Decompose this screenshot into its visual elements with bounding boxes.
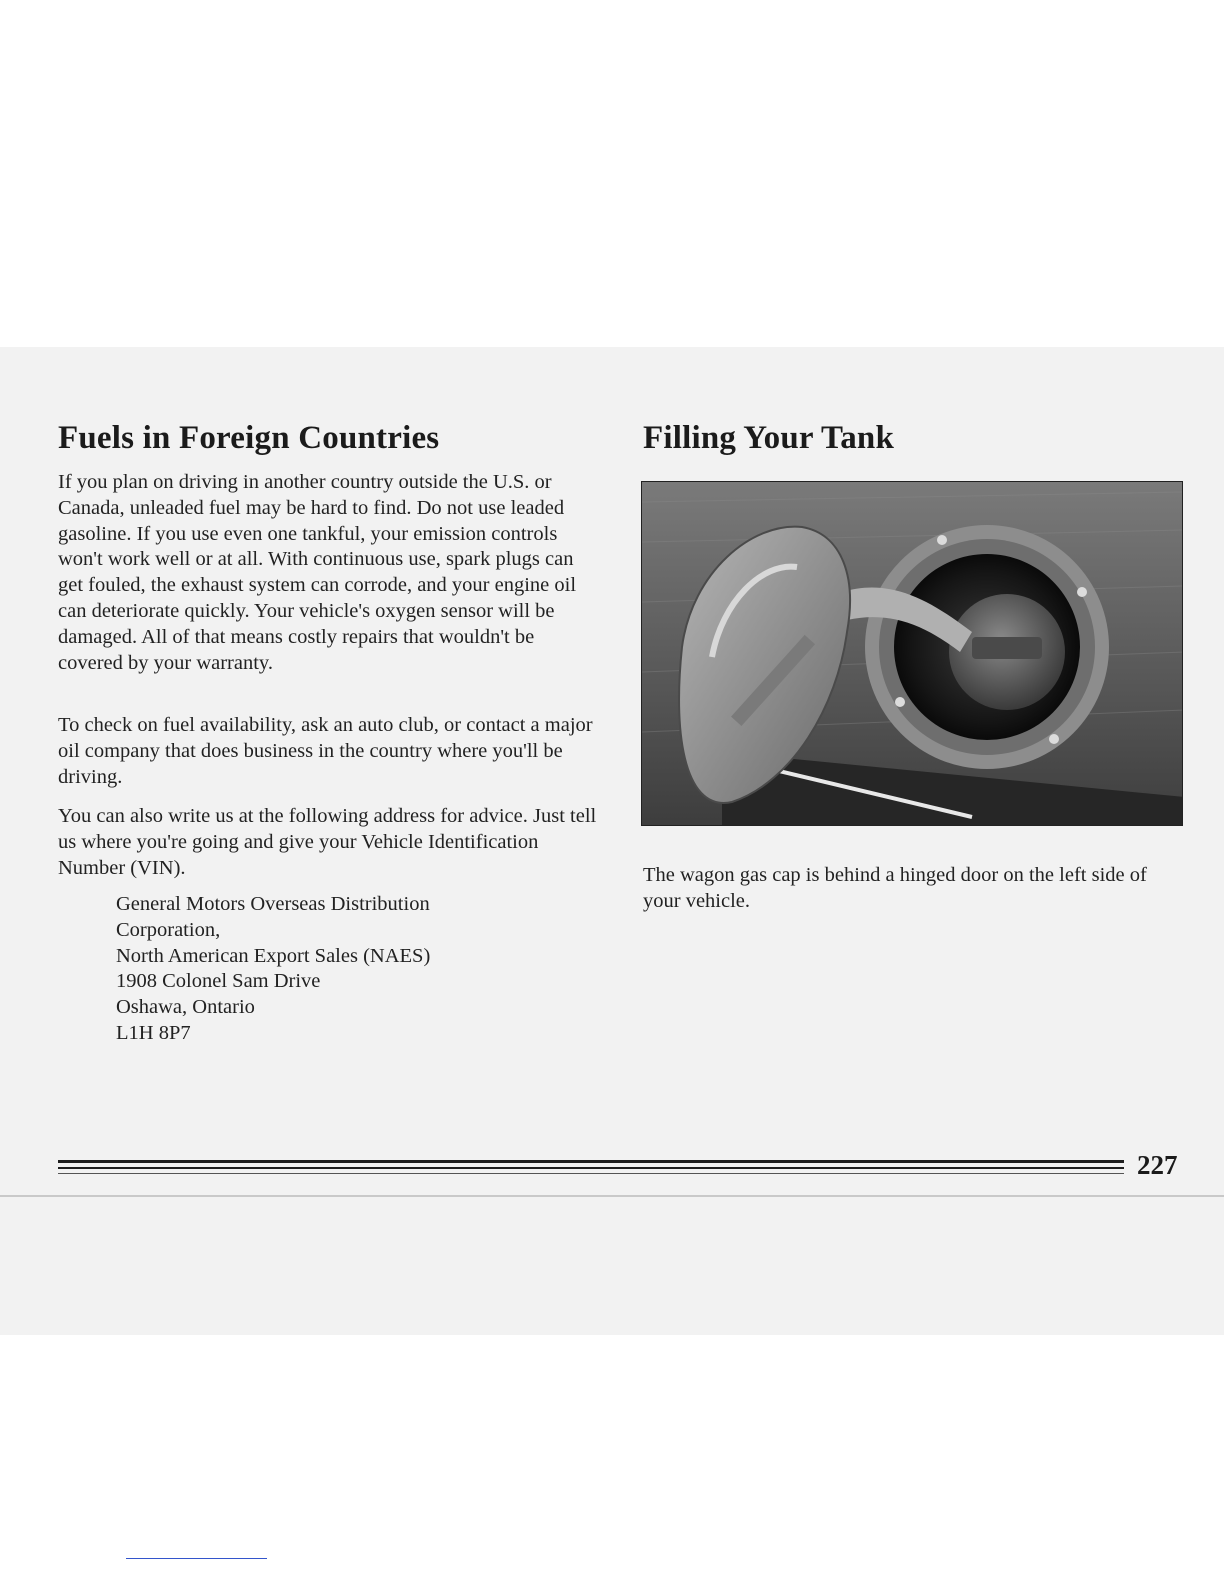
bottom-link-underline (126, 1558, 267, 1559)
address-line: 1908 Colonel Sam Drive (116, 970, 321, 993)
footer-rule (58, 1167, 1124, 1169)
gas-cap-photo (641, 481, 1183, 826)
heading-fuels-foreign-countries: Fuels in Foreign Countries (58, 420, 440, 456)
heading-filling-your-tank: Filling Your Tank (643, 420, 895, 456)
fuel-door-illustration (642, 482, 1183, 826)
scan-edge-line (0, 1195, 1224, 1197)
footer-rule (58, 1160, 1124, 1163)
address-line: North American Export Sales (NAES) (116, 944, 431, 967)
footer-rule (58, 1173, 1124, 1174)
gas-cap-handle (972, 637, 1042, 659)
bezel-screw (895, 697, 905, 707)
bezel-screw (937, 535, 947, 545)
paragraph-write-us: You can also write us at the following address for advice. Just tell us where you're going and give your Vehicle Identification Number (VIN). (58, 805, 597, 879)
paragraph-leaded-fuel-warning: If you plan on driving in another country outside the U.S. or Canada, unleaded fuel may be hard to find. Do not use leaded gasoline. If you use even one tankful, your emission controls won't work well or at all. With continuous use, spark plugs can get fouled, the exhaust system can corrode, and your engine oil can deteriorate quickly. Your vehicle's oxygen sensor will be damaged. All of that means costly repairs that wouldn't be covered by your warranty. (58, 471, 577, 674)
bezel-screw (1077, 587, 1087, 597)
paragraph-fuel-availability: To check on fuel availability, ask an auto club, or contact a major oil company that does business in the country where you'll be driving. (58, 714, 593, 788)
address-line: Corporation, (116, 918, 221, 941)
page-number: 227 (1137, 1150, 1178, 1180)
mailing-address (116, 892, 596, 1047)
photo-caption: The wagon gas cap is behind a hinged door on the left side of your vehicle. (643, 864, 1147, 912)
address-line: General Motors Overseas Distribution (116, 893, 430, 915)
address-line: L1H 8P7 (116, 1021, 191, 1044)
address-line: Oshawa, Ontario (116, 996, 255, 1019)
bezel-screw (1049, 734, 1059, 744)
